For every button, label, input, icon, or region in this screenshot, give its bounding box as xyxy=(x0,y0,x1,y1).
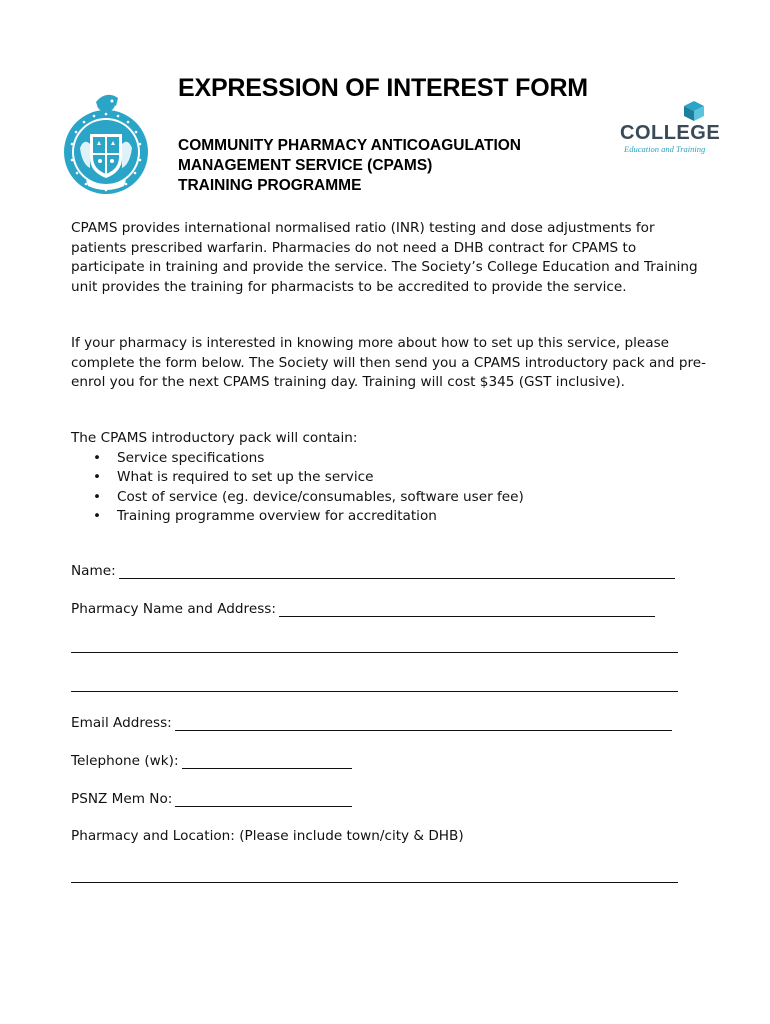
subtitle-line: MANAGEMENT SERVICE (CPAMS) xyxy=(178,157,433,174)
pharmacy-address-line-2[interactable] xyxy=(71,652,678,653)
location-label: Pharmacy and Location: (Please include town/city & DHB) xyxy=(71,828,464,844)
location-field-row xyxy=(71,828,464,844)
pack-list xyxy=(71,449,711,527)
pharmacy-input-line[interactable] xyxy=(279,602,655,617)
pack-heading: The CPAMS introductory pack will contain: xyxy=(71,430,358,446)
list-item: • Training programme overview for accreditation xyxy=(71,507,711,527)
pharmacy-address-line-3[interactable] xyxy=(71,691,678,692)
list-item: • Service specifications xyxy=(71,449,711,469)
programme-subtitle xyxy=(178,136,521,196)
email-label: Email Address: xyxy=(71,715,172,731)
subtitle-line: COMMUNITY PHARMACY ANTICOAGULATION xyxy=(178,137,521,154)
telephone-label: Telephone (wk): xyxy=(71,753,179,769)
psnz-input-line[interactable] xyxy=(175,792,352,807)
intro-paragraph: CPAMS provides international normalised ratio (INR) testing and dose adjustments for patients prescribed warfarin. Pharmacies do not need a DHB contract for CPAMS to participate in training and provide the service. The Society’s College Education and Training unit provides the training for pharmacists to be accredited to provide the service. xyxy=(71,220,698,295)
list-item: • Cost of service (eg. device/consumables, software user fee) xyxy=(71,488,711,508)
psnz-label: PSNZ Mem No: xyxy=(71,791,173,807)
college-wordmark: COLLEGE xyxy=(620,122,721,144)
name-field-row xyxy=(71,563,675,579)
form-title: EXPRESSION OF INTEREST FORM xyxy=(178,74,588,102)
name-label: Name: xyxy=(71,563,116,579)
name-input-line[interactable] xyxy=(119,564,675,579)
society-crest-logo xyxy=(60,88,152,198)
telephone-input-line[interactable] xyxy=(182,754,352,769)
pharmacy-field-row xyxy=(71,601,655,617)
list-item: • What is required to set up the service xyxy=(71,468,711,488)
subtitle-line: TRAINING PROGRAMME xyxy=(178,177,362,194)
college-tagline: Education and Training xyxy=(624,144,706,154)
location-input-line[interactable] xyxy=(71,882,678,883)
college-logo xyxy=(620,100,721,160)
interest-paragraph: If your pharmacy is interested in knowing more about how to set up this service, please complete the form below. The Society will then send you a CPAMS introductory pack and pre-enrol you for the next CPAMS training day. Training will cost $345 (GST inclusive). xyxy=(71,335,707,391)
pack-section xyxy=(71,429,711,527)
cube-icon xyxy=(682,100,706,122)
telephone-field-row xyxy=(71,753,352,769)
email-field-row xyxy=(71,715,672,731)
psnz-field-row xyxy=(71,791,352,807)
pharmacy-label: Pharmacy Name and Address: xyxy=(71,601,276,617)
email-input-line[interactable] xyxy=(175,716,672,731)
